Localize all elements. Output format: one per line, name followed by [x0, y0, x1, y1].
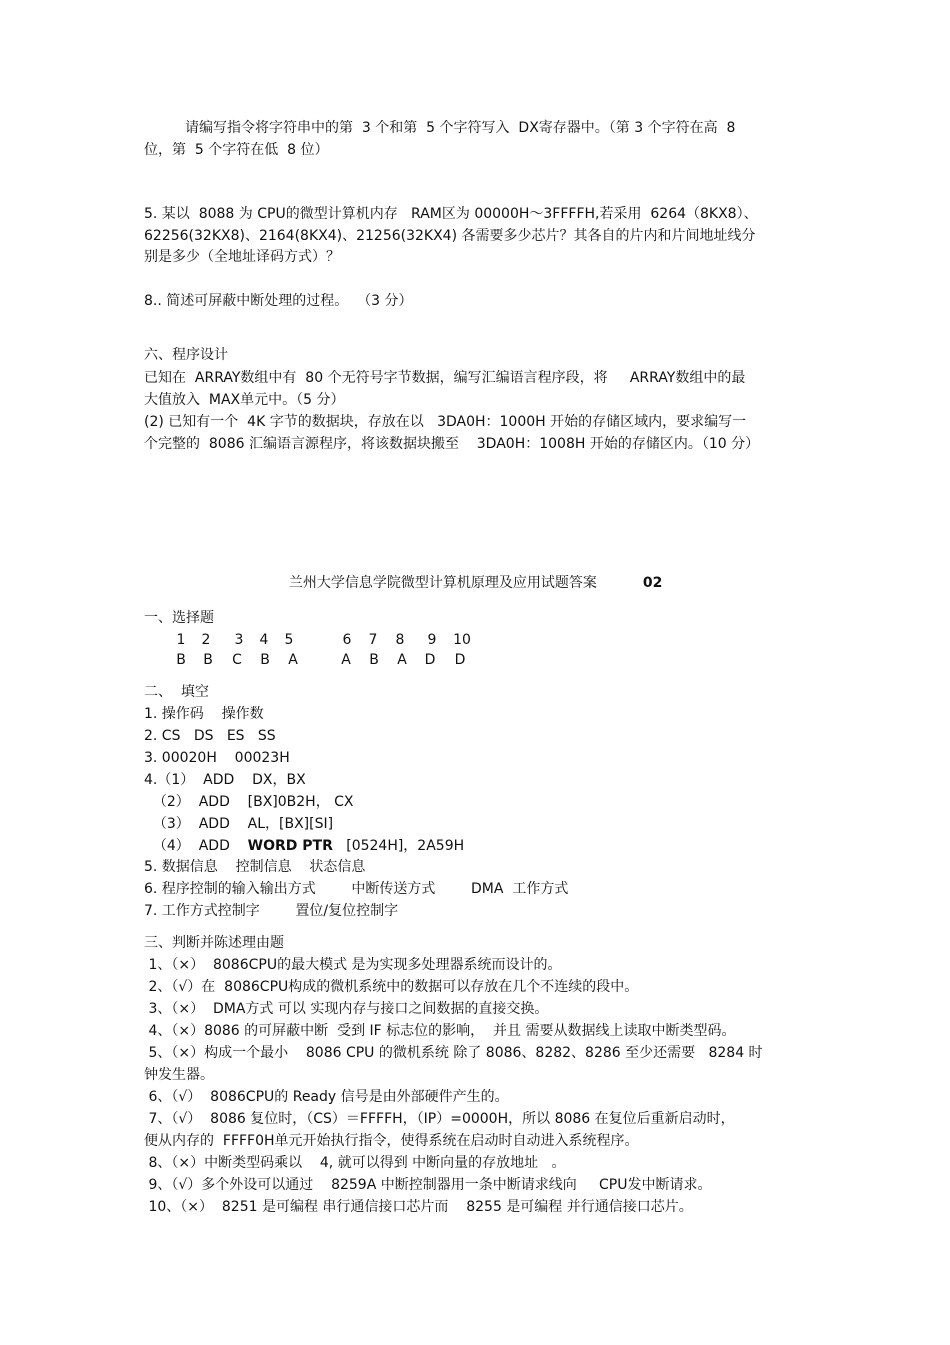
choice-answer: A: [288, 652, 298, 668]
choice-answer: D: [424, 652, 436, 668]
choice-answers-row: [0, 652, 950, 670]
judge-6: 6、（√） 8086CPU的 Ready 信号是由外部硬件产生的。: [144, 1089, 509, 1105]
section1-title: 一、选择题: [144, 610, 214, 626]
q8-text: 8.. 简述可屏蔽中断处理的过程。 （3 分）: [144, 293, 413, 309]
fill-answer-3: 3. 00020H 00023H: [144, 750, 290, 766]
fill-4-4-bold: WORD PTR: [247, 838, 333, 854]
section2-title: 二、 填空: [144, 684, 209, 700]
choice-number: 9: [427, 632, 437, 648]
judge-7-line1: 7、（√） 8086 复位时，（CS）＝FFFFH，（IP）=0000H，所以 8086 在复位后重新启动时，: [144, 1111, 735, 1127]
judge-8: 8、（×）中断类型码乘以 4, 就可以得到 中断向量的存放地址 。: [144, 1155, 566, 1171]
choice-number: 2: [201, 632, 211, 648]
fill-answer-2: 2. CS DS ES SS: [144, 728, 276, 744]
fill-answer-4-2: （2） ADD [BX]0B2H， CX: [144, 794, 354, 810]
judge-5-line1: 5、（×）构成一个最小 8086 CPU 的微机系统 除了 8086、8282、8286 至少还需要 8284 时: [144, 1045, 763, 1061]
choice-number: 3: [234, 632, 244, 648]
program2-line1: (2) 已知有一个 4K 字节的数据块，存放在以 3DA0H：1000H 开始的存储区域内，要求编写一: [144, 414, 747, 430]
program1-line2: 大值放入 MAX单元中。（5 分）: [144, 392, 345, 408]
choice-number: 1: [176, 632, 186, 648]
choice-answer: D: [454, 652, 466, 668]
fill-answer-4-3: （3） ADD AL，[BX][SI]: [144, 816, 334, 832]
judge-3: 3、（×） DMA方式 可以 实现内存与接口之间数据的直接交换。: [144, 1001, 549, 1017]
judge-9: 9、（√）多个外设可以通过 8259A 中断控制器用一条中断请求线向 CPU发中断请求。: [144, 1177, 712, 1193]
q4-text-line2: 位，第 5 个字符在低 8 位）: [144, 142, 329, 158]
q5-text-line2: 62256(32KX8)、2164(8KX4)、21256(32KX4) 各需要多少芯片？其各自的片内和片间地址线分: [144, 228, 756, 244]
choice-answer: B: [176, 652, 186, 668]
fill-answer-5: 5. 数据信息 控制信息 状态信息: [144, 859, 366, 875]
q5-text-line1: 5. 某以 8088 为 CPU的微型计算机内存 RAM区为 00000H～3FFFFH,若采用 6264（8KX8）、: [144, 206, 758, 222]
program2-line2: 个完整的 8086 汇编语言源程序，将该数据块搬至 3DA0H：1008H 开始的存储区内。（10 分）: [144, 436, 760, 452]
program1-line1: 已知在 ARRAY数组中有 80 个无符号字节数据，编写汇编语言程序段，将 ARRAY数组中的最: [144, 370, 746, 386]
q5-text-line3: 别是多少（全地址译码方式）？: [144, 249, 340, 265]
q4-text-line1: 请编写指令将字符串中的第 3 个和第 5 个字符写入 DX寄存器中。（第 3 个字符在高 8: [185, 120, 736, 136]
judge-7-line2: 便从内存的 FFFF0H单元开始执行指令，使得系统在启动时自动进入系统程序。: [144, 1133, 639, 1149]
fill-4-4-prefix: （4） ADD: [144, 838, 248, 854]
fill-answer-4-4: [144, 837, 464, 855]
answers-title-text: 兰州大学信息学院微型计算机原理及应用试题答案: [288, 575, 597, 591]
choice-number: 6: [342, 632, 352, 648]
fill-answer-4-1: 4.（1） ADD DX，BX: [144, 772, 306, 788]
judge-4: 4、（×）8086 的可屏蔽中断 受到 IF 标志位的影响， 并且 需要从数据线上读取中断类型码。: [144, 1023, 736, 1039]
choice-answer: A: [397, 652, 407, 668]
judge-2: 2、（√）在 8086CPU构成的微机系统中的数据可以存放在几个不连续的段中。: [144, 979, 639, 995]
choice-numbers-row: [0, 632, 950, 650]
section6-title: 六、程序设计: [144, 347, 228, 363]
judge-5-line2: 钟发生器。: [144, 1067, 214, 1083]
choice-answer: B: [203, 652, 213, 668]
choice-answer: B: [369, 652, 379, 668]
section3-title: 三、判断并陈述理由题: [144, 935, 284, 951]
judge-1: 1、（×） 8086CPU的最大模式 是为实现多处理器系统而设计的。: [144, 957, 562, 973]
answers-title-number: 02: [642, 575, 663, 591]
fill-4-4-suffix: [0524H]，2A59H: [332, 838, 465, 854]
fill-answer-1: 1. 操作码 操作数: [144, 706, 264, 722]
fill-answer-6: 6. 程序控制的输入输出方式 中断传送方式 DMA 工作方式: [144, 881, 569, 897]
choice-number: 7: [368, 632, 378, 648]
answers-title: [280, 556, 662, 592]
judge-10: 10、（×） 8251 是可编程 串行通信接口芯片而 8255 是可编程 并行通信接口芯片。: [144, 1199, 693, 1215]
choice-number: 10: [453, 632, 471, 648]
choice-number: 8: [395, 632, 405, 648]
choice-answer: B: [260, 652, 270, 668]
choice-answer: C: [232, 652, 242, 668]
choice-number: 4: [259, 632, 269, 648]
choice-number: 5: [284, 632, 294, 648]
choice-answer: A: [341, 652, 351, 668]
fill-answer-7: 7. 工作方式控制字 置位/复位控制字: [144, 903, 399, 919]
